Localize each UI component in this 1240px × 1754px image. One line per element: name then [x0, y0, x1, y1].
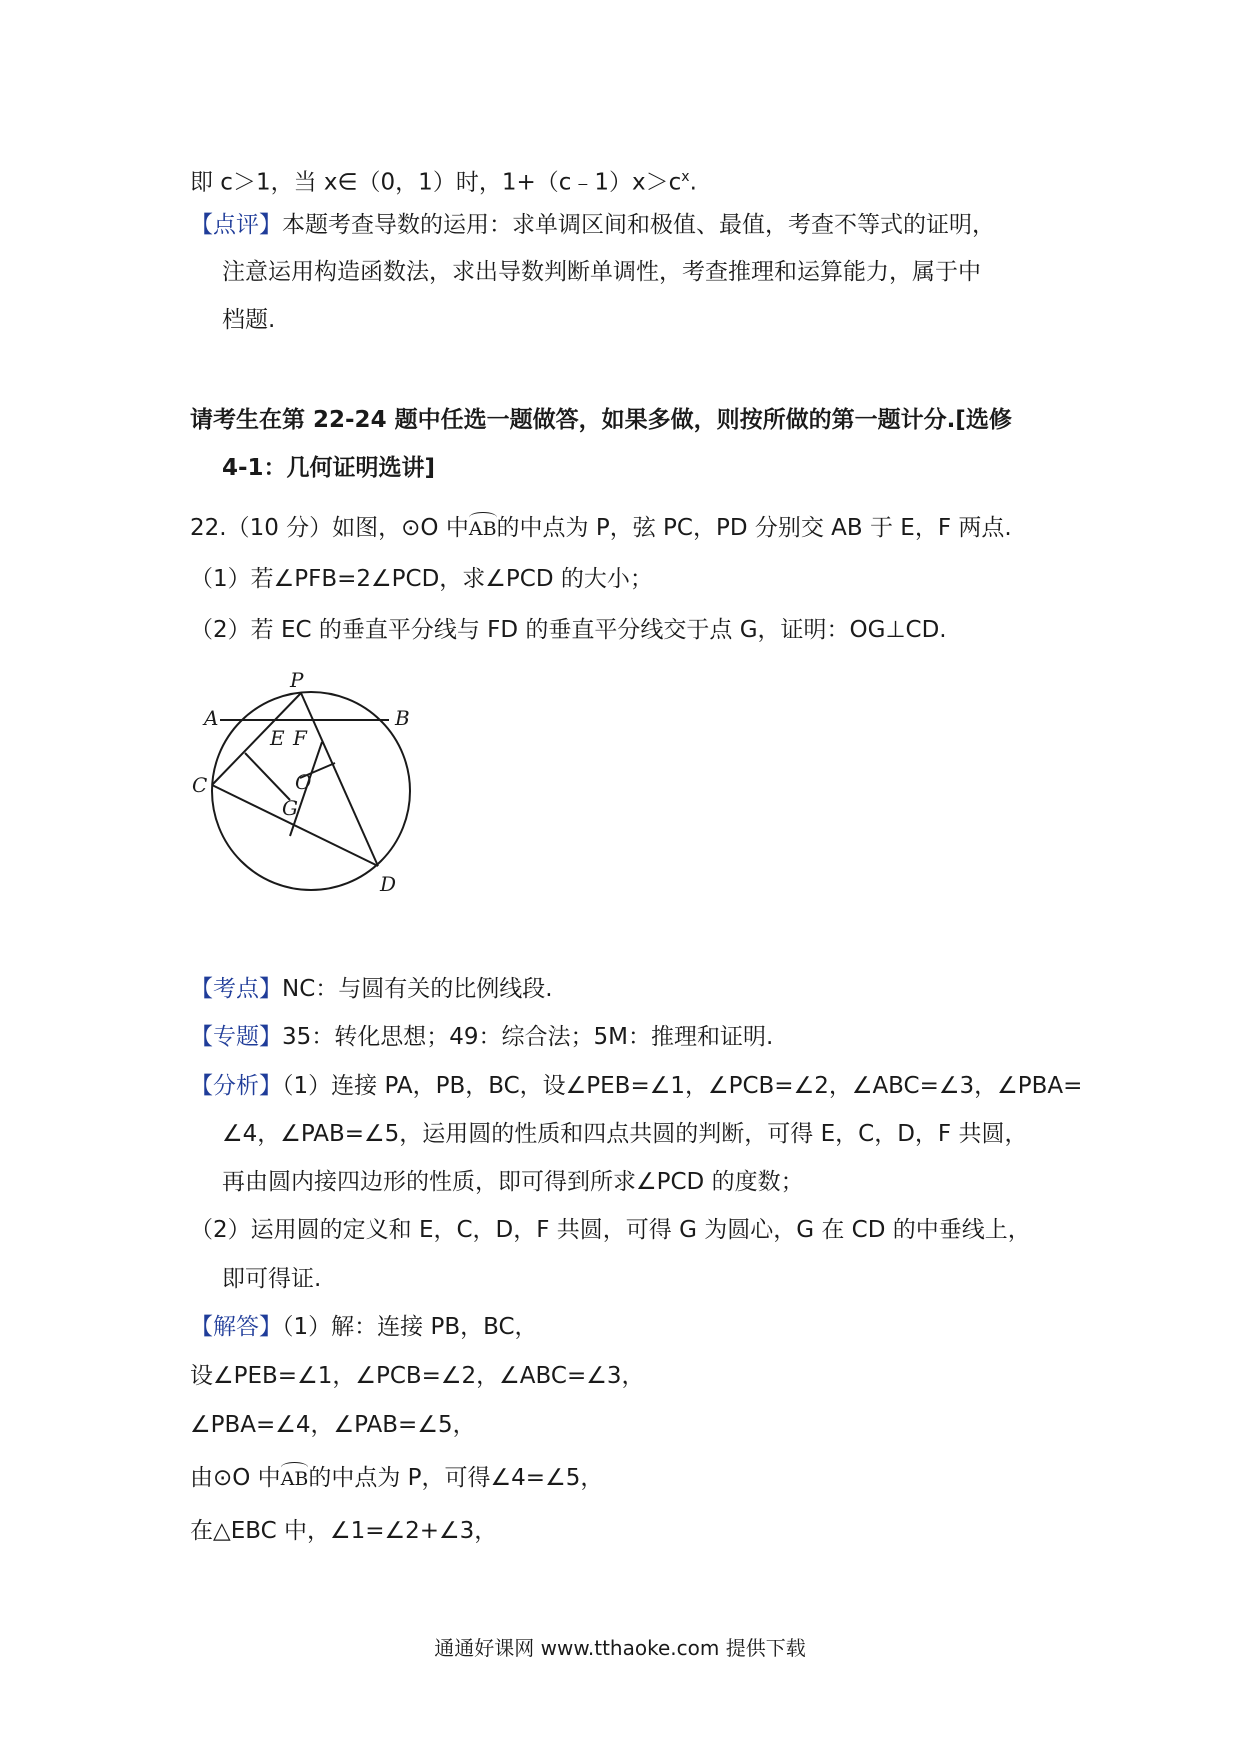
zhuanti-text: 35：转化思想；49：综合法；5M：推理和证明. — [282, 1024, 774, 1050]
question-22-part-2: （2）若 EC 的垂直平分线与 FD 的垂直平分线交于点 G，证明：OG⊥CD. — [190, 617, 947, 643]
jieda-tag: 【解答】 — [190, 1314, 282, 1340]
review-text-1: 本题考查导数的运用：求单调区间和极值、最值，考查不等式的证明， — [282, 212, 995, 238]
review-tag: 【点评】 — [190, 212, 282, 238]
instruction-line-2: 4-1：几何证明选讲] — [222, 455, 436, 481]
question-22-end: 的中点为 P，弦 PC，PD 分别交 AB 于 E，F 两点. — [496, 515, 1012, 541]
question-22-part-1: （1）若∠PFB=2∠PCD，求∠PCD 的大小； — [190, 566, 653, 592]
label-b: B — [395, 706, 410, 730]
label-a: A — [204, 706, 219, 730]
fenxi-line-4: （2）运用圆的定义和 E，C，D，F 共圆，可得 G 为圆心，G 在 CD 的中垂线上， — [190, 1217, 1031, 1243]
label-o: O — [295, 770, 312, 794]
kaodian-text: NC：与圆有关的比例线段. — [282, 976, 553, 1002]
fenxi-line-3: 再由圆内接四边形的性质，即可得到所求∠PCD 的度数； — [222, 1169, 804, 1195]
text-line-1 — [190, 161, 697, 199]
jieda-4-start: 由⊙O 中 — [190, 1465, 281, 1491]
zhuanti-tag: 【专题】 — [190, 1024, 282, 1050]
footer-credit: 通通好课网 www.tthaoke.com 提供下载 — [434, 1636, 806, 1660]
jieda-line-5: 在△EBC 中，∠1=∠2+∠3， — [190, 1518, 498, 1544]
review-line-1 — [190, 209, 995, 241]
label-f: F — [293, 726, 307, 750]
jieda-line-3: ∠PBA=∠4，∠PAB=∠5， — [190, 1412, 476, 1438]
perp-bisector-ec — [245, 753, 290, 800]
jieda-4-end: 的中点为 P，可得∠4=∠5， — [308, 1465, 604, 1491]
instruction-line-1: 请考生在第 22-24 题中任选一题做答，如果多做，则按所做的第一题计分.[选修 — [190, 407, 1012, 433]
jieda-line-4 — [190, 1462, 603, 1494]
label-d: D — [380, 872, 397, 896]
chord-pc — [212, 693, 301, 785]
zhuanti-line — [190, 1021, 773, 1053]
fenxi-line-2: ∠4，∠PAB=∠5，运用圆的性质和四点共圆的判断，可得 E，C，D，F 共圆， — [222, 1121, 1028, 1147]
jieda-text-1: （1）解：连接 PB，BC， — [282, 1314, 538, 1340]
label-c: C — [192, 773, 208, 797]
jieda-line-2: 设∠PEB=∠1，∠PCB=∠2，∠ABC=∠3， — [190, 1363, 645, 1389]
label-e: E — [270, 726, 285, 750]
line1-end: . — [689, 169, 697, 196]
label-p: P — [290, 668, 304, 692]
question-22-start: 22.（10 分）如图，⊙O 中 — [190, 515, 469, 541]
review-line-3: 档题. — [222, 307, 276, 333]
line1-superscript: x — [681, 169, 690, 185]
kaodian-line — [190, 973, 553, 1005]
kaodian-tag: 【考点】 — [190, 976, 282, 1002]
arc-ab: AB — [469, 512, 497, 539]
arc-ab-2: AB — [281, 1462, 309, 1489]
jieda-line-1 — [190, 1311, 538, 1343]
label-g: G — [282, 796, 298, 820]
fenxi-line-5: 即可得证. — [222, 1266, 322, 1292]
fenxi-text-1: （1）连接 PA，PB，BC，设∠PEB=∠1，∠PCB=∠2，∠ABC=∠3，∠PBA= — [282, 1073, 1083, 1099]
geometry-figure — [190, 668, 430, 908]
chord-pd — [301, 693, 378, 866]
fenxi-tag: 【分析】 — [190, 1073, 282, 1099]
question-22 — [190, 512, 1012, 544]
review-line-2: 注意运用构造函数法，求出导数判断单调性，考查推理和运算能力，属于中 — [222, 259, 981, 285]
line1-main: 即 c＞1，当 x∈（0，1）时，1+（c﹣1）x＞c — [190, 169, 682, 196]
fenxi-line-1 — [190, 1070, 1082, 1102]
